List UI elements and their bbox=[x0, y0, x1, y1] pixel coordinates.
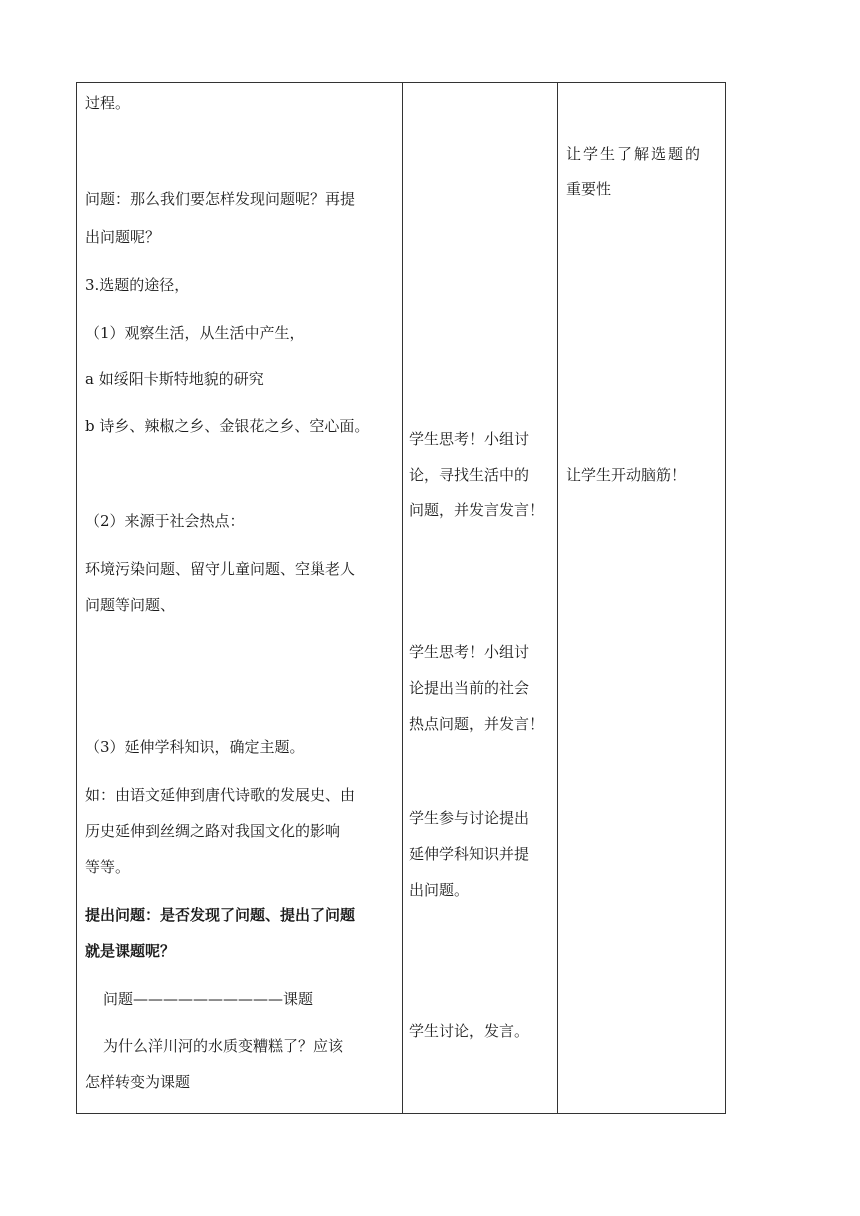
activity-line: 学生思考！小组讨 bbox=[409, 643, 530, 661]
content-line: 问题——————————课题 bbox=[103, 990, 314, 1008]
question-heading: 提出问题：是否发现了问题、提出了问题 bbox=[85, 906, 356, 924]
activity-line: 问题，并发言发言！ bbox=[409, 501, 545, 519]
activity-line: 延伸学科知识并提 bbox=[409, 845, 530, 863]
activity-line: 论，寻找生活中的 bbox=[409, 466, 530, 484]
column-divider bbox=[557, 83, 558, 1113]
content-line: 历史延伸到丝绸之路对我国文化的影响 bbox=[85, 822, 341, 840]
activity-line: 学生参与讨论提出 bbox=[409, 809, 530, 827]
activity-line: 学生讨论，发言。 bbox=[409, 1022, 530, 1040]
content-line: （3）延伸学科知识，确定主题。 bbox=[85, 738, 305, 756]
activity-line: 热点问题，并发言！ bbox=[409, 715, 545, 733]
activity-line: 出问题。 bbox=[409, 881, 470, 899]
activity-line: 论提出当前的社会 bbox=[409, 679, 530, 697]
activity-line: 学生思考！小组讨 bbox=[409, 430, 530, 448]
content-line: 3.选题的途径， bbox=[85, 276, 190, 294]
content-line: （2）来源于社会热点： bbox=[85, 512, 245, 530]
intent-line: 重要性 bbox=[566, 180, 612, 198]
content-line: 问题等问题、 bbox=[85, 596, 176, 614]
intent-line: 让学生了解选题的 bbox=[566, 145, 703, 163]
content-line: b 诗乡、辣椒之乡、金银花之乡、空心面。 bbox=[85, 417, 370, 435]
intent-line: 让学生开动脑筋！ bbox=[566, 466, 687, 484]
column-divider bbox=[402, 83, 403, 1113]
content-line: 问题：那么我们要怎样发现问题呢？再提 bbox=[85, 190, 356, 208]
question-heading: 就是课题呢？ bbox=[85, 942, 176, 960]
content-line: a 如绥阳卡斯特地貌的研究 bbox=[85, 370, 264, 388]
content-line: （1）观察生活，从生活中产生， bbox=[85, 324, 305, 342]
content-line: 过程。 bbox=[85, 94, 131, 112]
content-line: 怎样转变为课题 bbox=[85, 1073, 191, 1091]
content-line: 等等。 bbox=[85, 858, 131, 876]
content-line: 环境污染问题、留守儿童问题、空巢老人 bbox=[85, 560, 356, 578]
content-line: 出问题呢？ bbox=[85, 228, 161, 246]
content-line: 为什么洋川河的水质变糟糕了？应该 bbox=[103, 1037, 344, 1055]
content-line: 如：由语文延伸到唐代诗歌的发展史、由 bbox=[85, 786, 356, 804]
